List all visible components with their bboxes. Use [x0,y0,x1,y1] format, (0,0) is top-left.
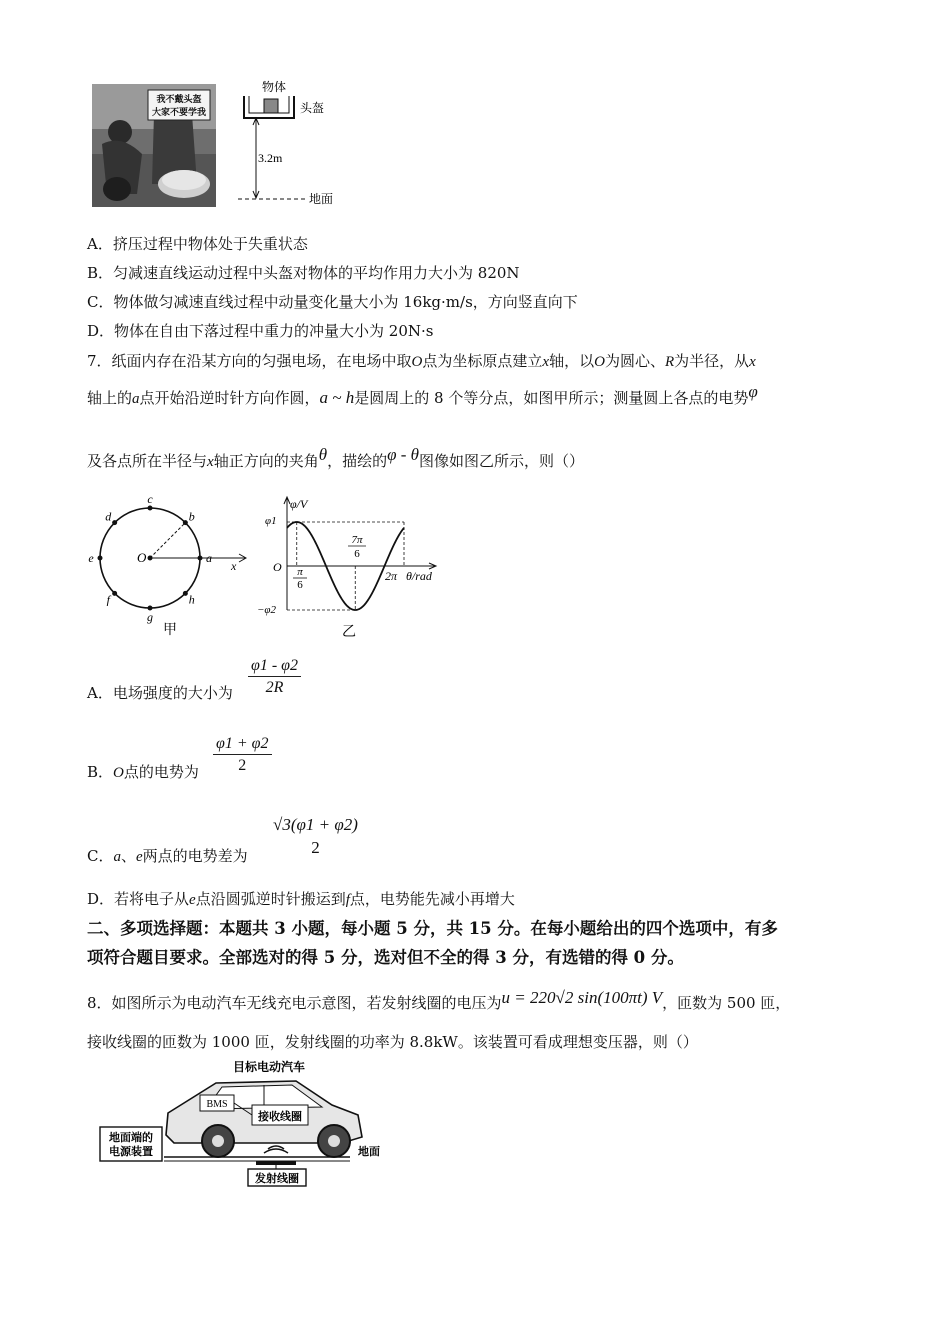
origin-label: O [137,550,147,565]
transmitter-coil-label: 发射线圈 [255,1173,299,1185]
q7-option-a-fraction [248,656,301,699]
circle-point-label-e: e [88,551,94,565]
object-label: 物体 [261,80,287,94]
x-tick-2pi: 2π [385,569,398,583]
circle-point-label-a: a [206,551,212,565]
x-tick-7pi-over-6-den: 6 [354,548,360,560]
fraction-numerator: φ1 - φ2 [248,656,301,677]
q8-stem-line-2: 接收线圈的匝数为 1000 匝，发射线圈的功率为 8.8kW。该装置可看成理想变压器，则（） [87,1033,698,1051]
circle-point-label-b: b [188,509,195,524]
circle-point-label-g: g [147,610,153,624]
power-source-label-1: 地面端的 [109,1132,153,1144]
section-2-heading-line-2: 项符合题目要求。全部选对的得 5 分，选对但不全的得 3 分，有选错的得 0 分。 [87,948,684,967]
q7-option-c-fraction [270,815,361,859]
y-axis-label: φ/V [290,497,308,511]
q7-stem-line-1: 7．纸面内存在沿某方向的匀强电场，在电场中取O点为坐标原点建立x轴，以O为圆心、R为半径，从x [87,352,756,370]
x-tick-pi-over-6-num: π [297,566,303,578]
circle-point-b [183,520,188,525]
car-title: 目标电动汽车 [232,1060,306,1074]
circle-point-h [183,591,188,596]
bms-label: BMS [206,1099,228,1110]
phi-theta-chart [255,492,445,644]
circle-point-a [198,556,203,561]
fraction-numerator: φ1 + φ2 [213,734,272,755]
section-2-heading-line-1: 二、多项选择题：本题共 3 小题，每小题 5 分，共 15 分。在每小题给出的四个选项中，有多 [87,919,778,938]
sign-line-2: 大家不要学我 [151,107,207,117]
figure-caption-yi: 乙 [342,625,356,640]
y-tick-phi1: φ1 [265,515,277,527]
q6-option-d: D．物体在自由下落过程中重力的冲量大小为 20N·s [87,322,434,340]
circle-point-label-h: h [188,592,195,607]
q7-option-a-label: A．电场强度的大小为 [87,684,233,702]
figure-caption-jia: 甲 [163,623,177,638]
q7-option-b-label: B．O点的电势为 [87,763,199,781]
q7-option-b-fraction [213,734,272,777]
x-tick-7pi-over-6-num: 7π [351,534,363,546]
q6-option-a: A．挤压过程中物体处于失重状态 [87,235,308,253]
circle-figure [88,494,250,644]
car-charging-figure [96,1055,392,1189]
circle-point-label-d: d [105,509,112,524]
ground-label-car: 地面 [358,1146,380,1158]
circle-point-f [112,591,117,596]
q8-voltage-formula: u = 220√2 sin(100πt) V [501,988,663,1007]
q8-stem-line-1: 8．如图所示为电动汽车无线充电示意图，若发射线圈的电压为u = 220√2 sin(100πt) V，匝数为 500 匝， [87,988,791,1012]
q7-stem-line-3: 及各点所在半径与x轴正方向的夹角θ，描绘的φ - θ图像如图乙所示，则（） [87,445,585,470]
q6-option-c: C．物体做匀减速直线过程中动量变化量大小为 16kg·m/s，方向竖直向下 [87,293,578,311]
y-tick-minus-phi2: −φ2 [257,604,277,616]
fraction-denominator: 2 [238,757,247,774]
helmet-drop-diagram [236,78,346,210]
q7-option-c-label: C．a、e两点的电势差为 [87,847,248,865]
fraction-denominator: 2 [311,838,320,857]
power-source-label-2: 电源装置 [109,1146,153,1158]
circle-point-d [112,520,117,525]
fraction-numerator: √3(φ1 + φ2) [273,815,358,834]
x-tick-pi-over-6-den: 6 [297,579,303,591]
q7-stem-line-2: 轴上的a点开始沿逆时针方向作圆，a ~ h是圆周上的 8 个等分点，如图甲所示；测量圆上各点的电势φ [87,382,758,407]
q6-option-b: B．匀减速直线运动过程中头盔对物体的平均作用力大小为 820N [87,264,520,282]
circle-point-label-f: f [106,592,110,607]
circle-point-e [98,556,103,561]
receiver-coil-label: 接收线圈 [258,1111,302,1123]
y-tick-origin: O [273,560,282,574]
x-axis-label-rad: θ/rad [406,569,432,583]
height-label: 3.2m [258,151,283,165]
circle-point-c [148,506,153,511]
x-axis-label: x [231,559,237,573]
helmet-photo [92,84,216,207]
q7-option-d: D．若将电子从e点沿圆弧逆时针搬运到f点，电势能先减小再增大 [87,890,515,908]
fraction-denominator: 2R [265,679,284,696]
circle-point-label-c: c [147,494,153,506]
ground-label: 地面 [309,192,334,206]
helmet-label: 头盔 [300,101,325,115]
sign-line-1: 我不戴头盔 [156,94,202,104]
